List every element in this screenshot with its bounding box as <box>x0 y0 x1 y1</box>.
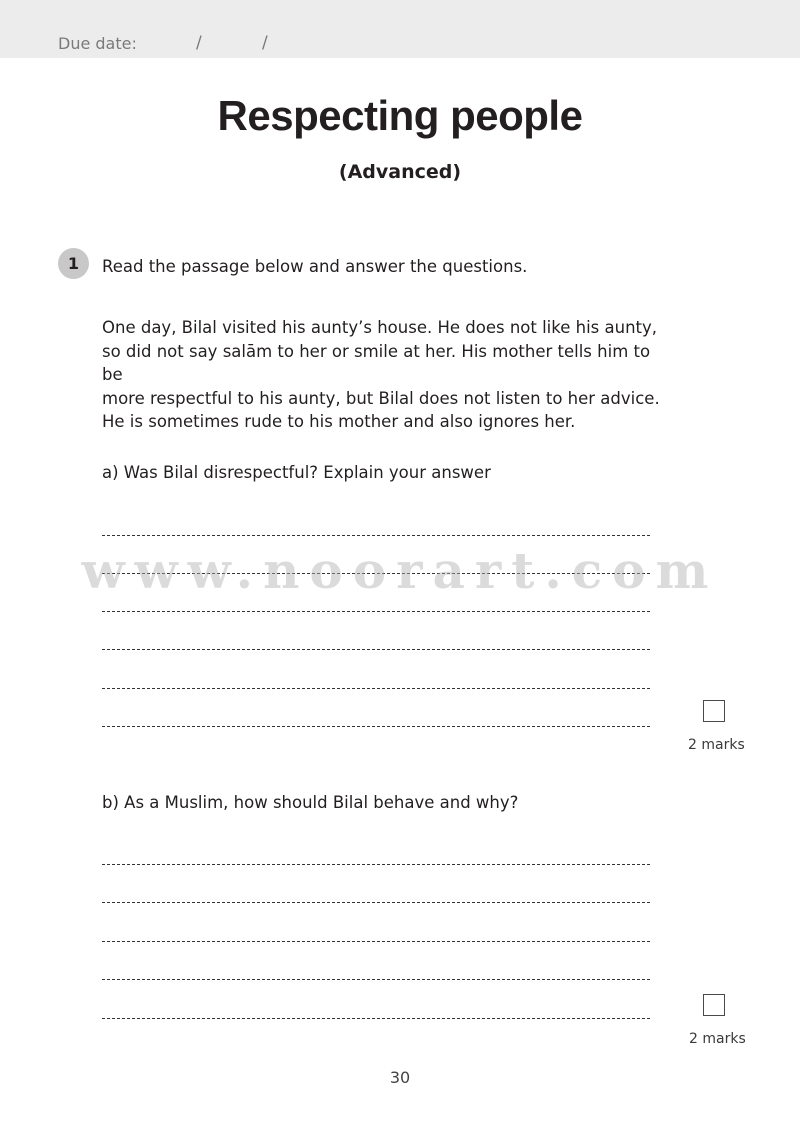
part-b-answer-line[interactable] <box>102 941 650 942</box>
part-b-answer-line[interactable] <box>102 902 650 903</box>
part-a-answer-line[interactable] <box>102 611 650 612</box>
passage-line: more respectful to his aunty, but Bilal does not listen to her advice. <box>102 388 660 408</box>
passage-line: One day, Bilal visited his aunty’s house. He does not like his aunty, <box>102 318 658 337</box>
due-date-slash-2: / <box>262 33 268 53</box>
due-date-slash-1: / <box>196 33 202 53</box>
question-instruction: Read the passage below and answer the questions. <box>102 257 528 276</box>
part-a-prompt: a) Was Bilal disrespectful? Explain your answer <box>102 463 491 482</box>
part-a-answer-line[interactable] <box>102 535 650 536</box>
header-band <box>0 0 800 58</box>
page-number: 30 <box>389 1068 411 1087</box>
part-b-answer-line[interactable] <box>102 1018 650 1019</box>
passage-line: so did not say salām to her or smile at her. His mother tells him to be <box>102 341 651 384</box>
worksheet-title: Respecting people <box>217 92 583 139</box>
part-a-answer-line[interactable] <box>102 688 650 689</box>
worksheet-subtitle: (Advanced) <box>338 161 462 183</box>
part-b-answer-line[interactable] <box>102 864 650 865</box>
watermark: www.noorart.com <box>81 541 719 600</box>
part-a-answer-line[interactable] <box>102 649 650 650</box>
part-a-marks-checkbox[interactable] <box>703 700 725 722</box>
part-a-answer-line[interactable] <box>102 726 650 727</box>
reading-passage <box>102 316 662 434</box>
part-b-prompt: b) As a Muslim, how should Bilal behave and why? <box>102 793 519 812</box>
question-number-badge: 1 <box>58 248 89 279</box>
part-b-marks-checkbox[interactable] <box>703 994 725 1016</box>
part-a-marks-label: 2 marks <box>688 737 745 753</box>
due-date-label: Due date: <box>58 34 137 53</box>
part-b-answer-line[interactable] <box>102 979 650 980</box>
passage-line: He is sometimes rude to his mother and also ignores her. <box>102 412 576 431</box>
part-b-marks-label: 2 marks <box>689 1031 746 1047</box>
